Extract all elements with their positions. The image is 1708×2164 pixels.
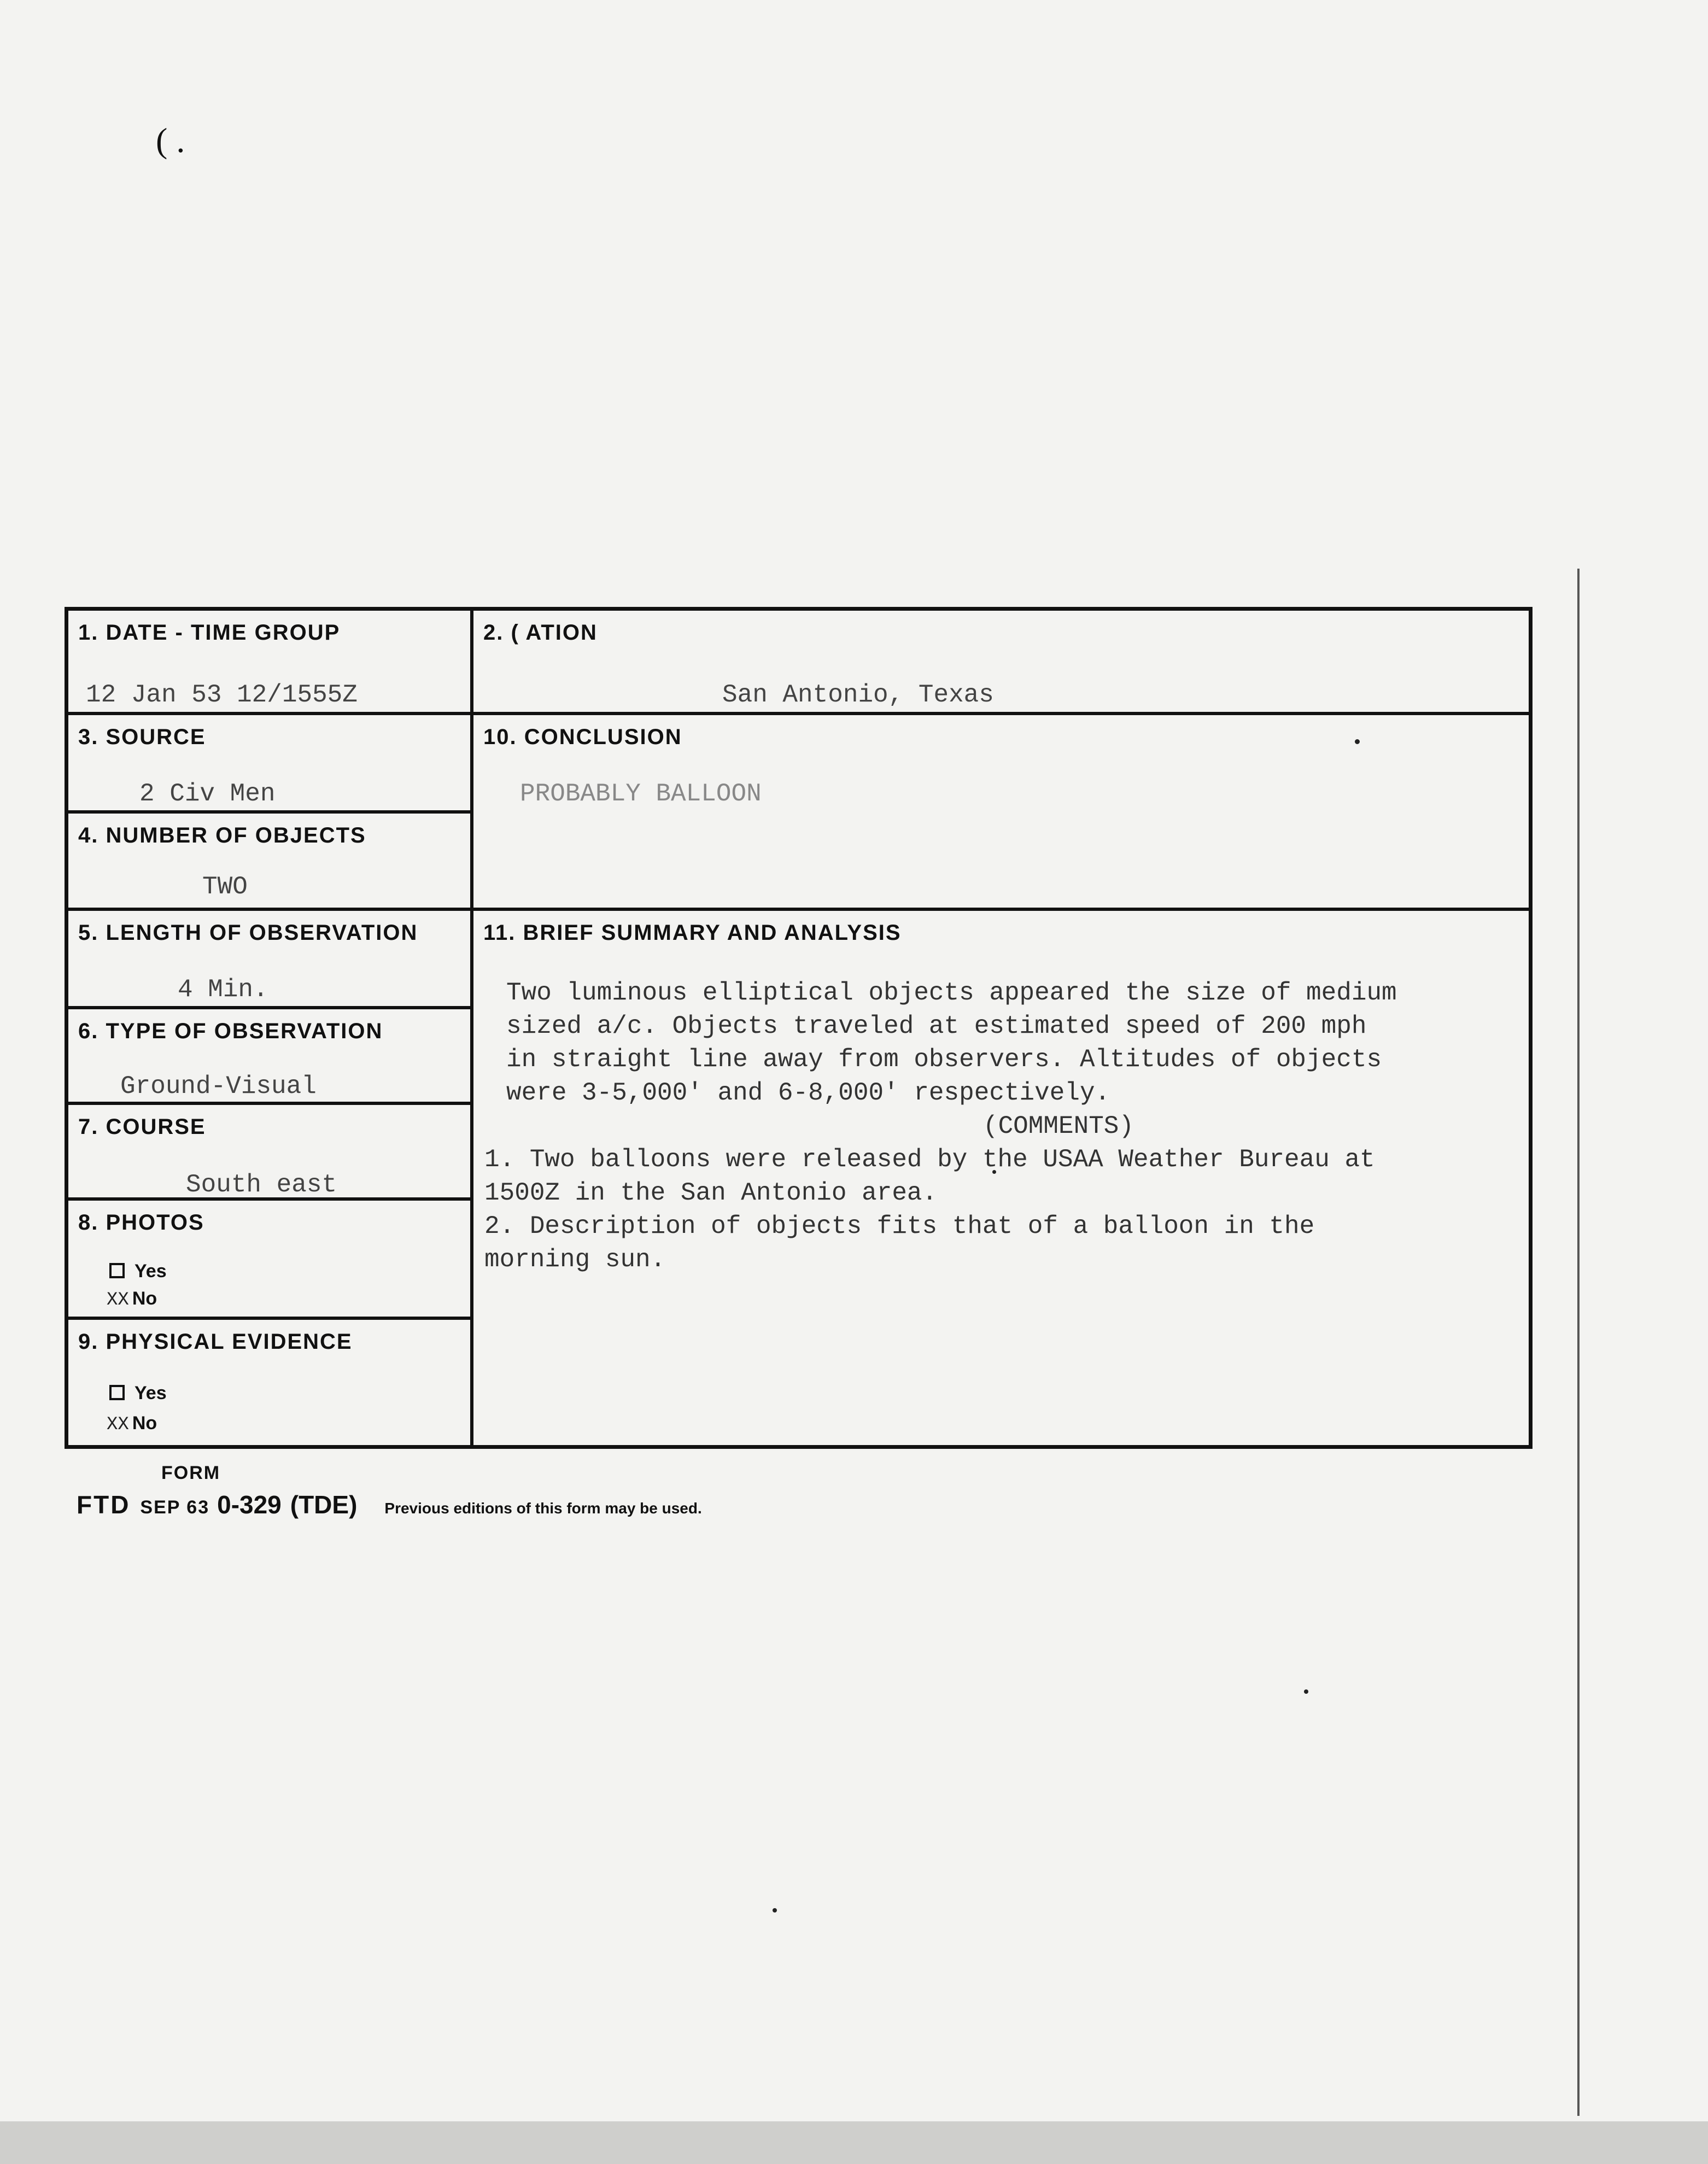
speck — [773, 1908, 777, 1912]
type-of-observation-label: 6. TYPE OF OBSERVATION — [78, 1019, 383, 1043]
physical-evidence-no-label: No — [132, 1413, 157, 1434]
photos-label: 8. PHOTOS — [78, 1210, 204, 1235]
course-cell — [68, 1102, 470, 1197]
physical-evidence-yes-label: Yes — [134, 1383, 167, 1403]
summary-label: 11. BRIEF SUMMARY AND ANALYSIS — [483, 921, 902, 945]
comment-line: 1. Two balloons were released by the USAA Weather Bureau at — [484, 1145, 1375, 1174]
photos-no-label: No — [132, 1288, 157, 1309]
checkbox-icon[interactable] — [109, 1263, 125, 1278]
length-of-observation-value: 4 Min. — [178, 975, 268, 1004]
type-of-observation-value: Ground-Visual — [120, 1072, 317, 1101]
conclusion-label: 10. CONCLUSION — [483, 725, 682, 749]
length-of-observation-cell — [68, 908, 470, 1006]
date-time-group-value: 12 Jan 53 12/1555Z — [86, 681, 358, 709]
summary-text — [484, 976, 1545, 1277]
location-value: San Antonio, Texas — [722, 681, 994, 709]
footer-ftd: FTD — [77, 1490, 131, 1519]
source-value: 2 Civ Men — [139, 780, 276, 808]
footer-form-word: FORM — [161, 1463, 221, 1483]
page-edge-right — [1577, 569, 1580, 2116]
checkbox-icon[interactable] — [109, 1385, 125, 1400]
physical-evidence-label: 9. PHYSICAL EVIDENCE — [78, 1330, 353, 1354]
course-value: South east — [186, 1171, 337, 1199]
footer-form-number: 0-329 — [217, 1490, 282, 1519]
photos-cell — [68, 1197, 470, 1317]
comment-line: 1500Z in the San Antonio area. — [484, 1179, 938, 1207]
date-time-group-cell — [68, 611, 470, 712]
summary-line: in straight line away from observers. Altitudes of objects — [506, 1045, 1382, 1074]
physical-evidence-cell — [68, 1317, 470, 1445]
footer-office: (TDE) — [290, 1490, 358, 1519]
comment-line: 2. Description of objects fits that of a balloon in the — [484, 1212, 1315, 1241]
type-of-observation-cell — [68, 1006, 470, 1102]
margin-mark: ( . — [156, 121, 185, 160]
location-cell — [470, 611, 1529, 712]
summary-line: Two luminous elliptical objects appeared the size of medium — [506, 979, 1397, 1007]
number-of-objects-cell — [68, 810, 470, 908]
checked-mark: XX — [107, 1290, 129, 1311]
physical-evidence-yes-option[interactable] — [109, 1383, 167, 1404]
number-of-objects-label: 4. NUMBER OF OBJECTS — [78, 823, 366, 847]
sighting-form — [65, 607, 1532, 1449]
course-label: 7. COURSE — [78, 1115, 206, 1139]
photos-no-option[interactable] — [107, 1288, 157, 1311]
photos-yes-label: Yes — [134, 1261, 167, 1282]
physical-evidence-no-option[interactable] — [107, 1413, 157, 1435]
location-label: 2. ( ATION — [483, 621, 598, 645]
checked-mark: XX — [107, 1414, 129, 1435]
source-cell — [68, 712, 470, 810]
footer-note: Previous editions of this form may be used. — [384, 1500, 702, 1517]
comment-line: morning sun. — [484, 1245, 666, 1274]
summary-line: were 3-5,000' and 6-8,000' respectively. — [506, 1079, 1110, 1107]
footer-edition: SEP 63 — [140, 1497, 210, 1518]
summary-cell — [470, 908, 1529, 1445]
photos-yes-option[interactable] — [109, 1261, 167, 1282]
conclusion-value: PROBABLY BALLOON — [520, 780, 762, 808]
footer-form-code — [77, 1490, 702, 1519]
speck — [1304, 1689, 1308, 1694]
summary-line: sized a/c. Objects traveled at estimated speed of 200 mph — [506, 1012, 1367, 1040]
date-time-group-label: 1. DATE - TIME GROUP — [78, 621, 341, 645]
comments-heading: (COMMENTS) — [982, 1112, 1134, 1141]
conclusion-cell — [470, 712, 1529, 908]
length-of-observation-label: 5. LENGTH OF OBSERVATION — [78, 921, 418, 945]
source-label: 3. SOURCE — [78, 725, 206, 749]
number-of-objects-value: TWO — [202, 873, 248, 901]
page-edge-bottom — [0, 2121, 1708, 2164]
